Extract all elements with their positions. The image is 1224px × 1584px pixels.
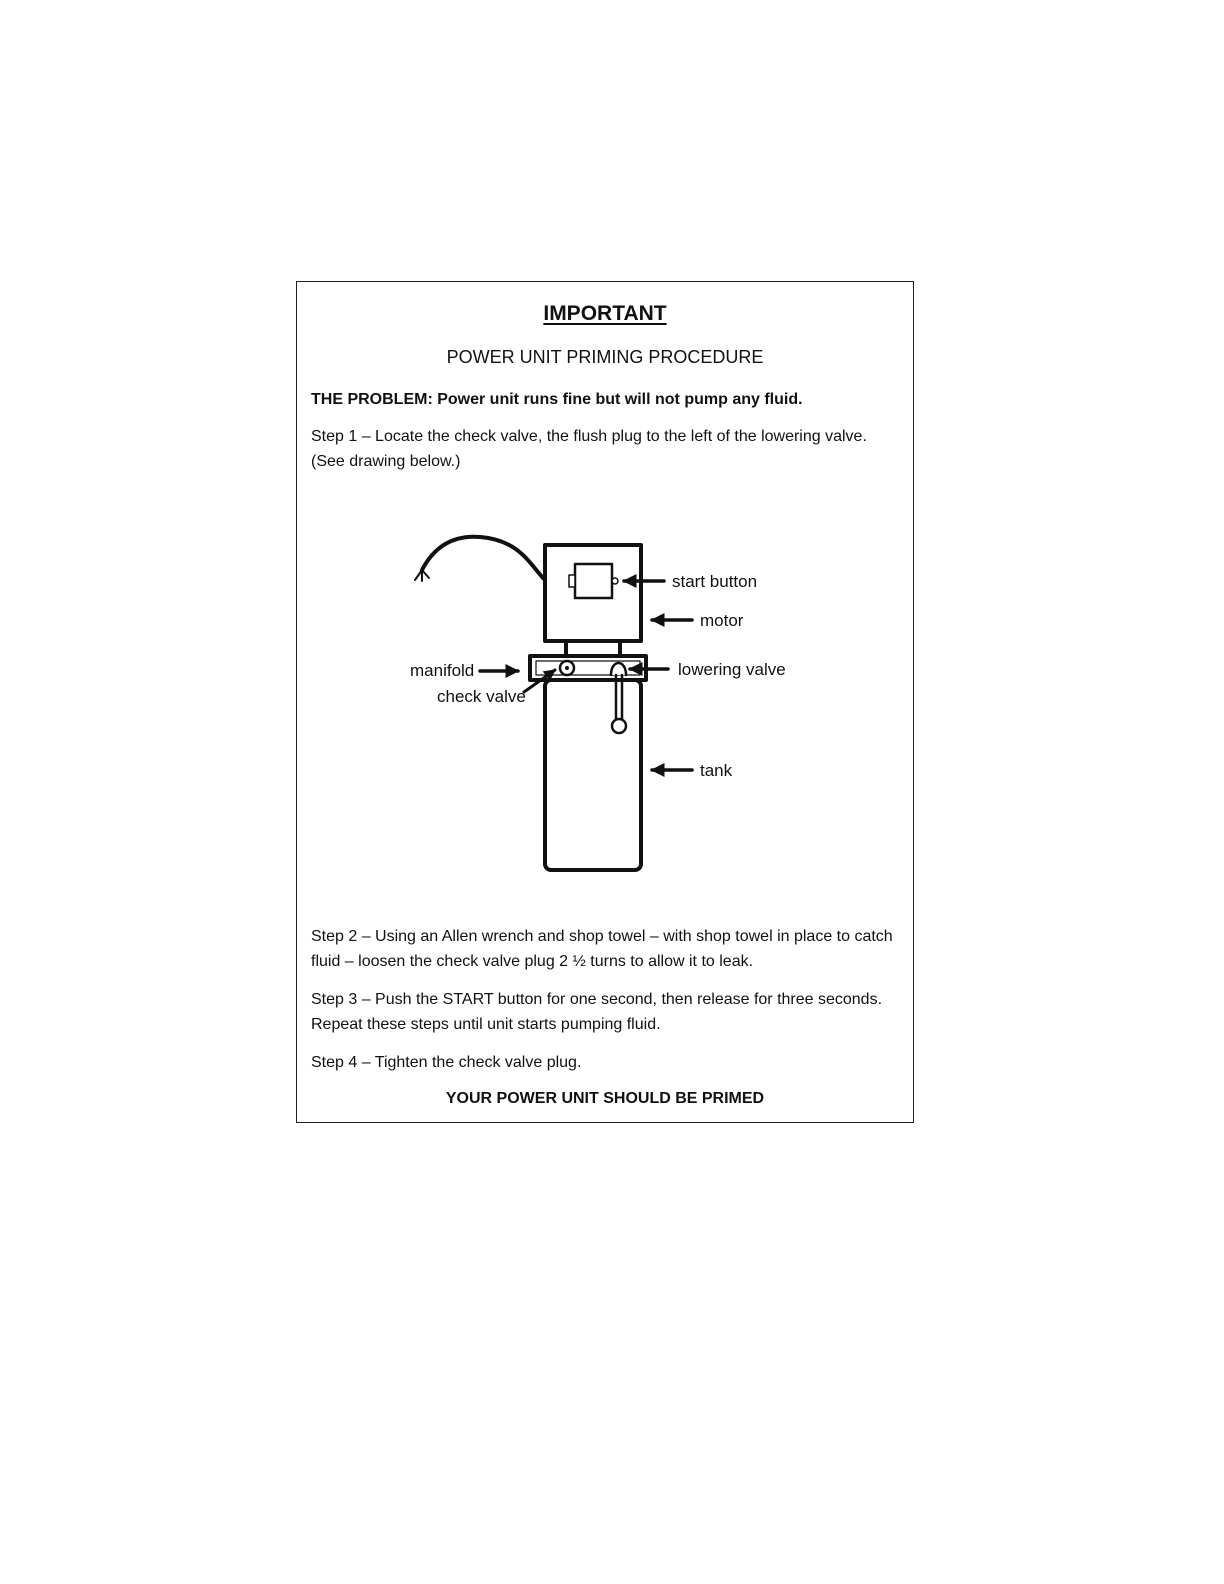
closing-line: YOUR POWER UNIT SHOULD BE PRIMED xyxy=(445,1090,765,1107)
lowering-valve xyxy=(611,663,626,675)
power-cord xyxy=(422,537,545,580)
tank xyxy=(545,680,641,870)
notice-subtitle: POWER UNIT PRIMING PROCEDURE xyxy=(446,347,764,367)
step-2: Step 2 – Using an Allen wrench and shop towel – with shop towel in place to catch fluid – loosen the check valve plug 2 ½ turns to allow it to leak. xyxy=(311,928,893,970)
label-motor: motor xyxy=(700,611,744,630)
step-1: Step 1 – Locate the check valve, the flush plug to the left of the lowering valve. (See drawing below.) xyxy=(311,428,867,470)
label-start-button: start button xyxy=(672,572,758,591)
notice-title: IMPORTANT xyxy=(543,302,667,325)
label-lowering-valve: lowering valve xyxy=(678,660,786,679)
step-3: Step 3 – Push the START button for one second, then release for three seconds. Repeat these steps until unit starts pumping fluid. xyxy=(311,991,883,1033)
problem-statement: THE PROBLEM: Power unit runs fine but will not pump any fluid. xyxy=(311,391,803,408)
label-manifold: manifold xyxy=(410,661,475,680)
start-button-switch xyxy=(575,564,612,598)
label-tank: tank xyxy=(700,761,733,780)
power-unit-diagram xyxy=(400,525,800,880)
step-4: Step 4 – Tighten the check valve plug. xyxy=(311,1054,582,1071)
label-check-valve: check valve xyxy=(437,687,526,706)
cord-wires xyxy=(415,570,429,581)
motor-housing xyxy=(545,545,641,641)
